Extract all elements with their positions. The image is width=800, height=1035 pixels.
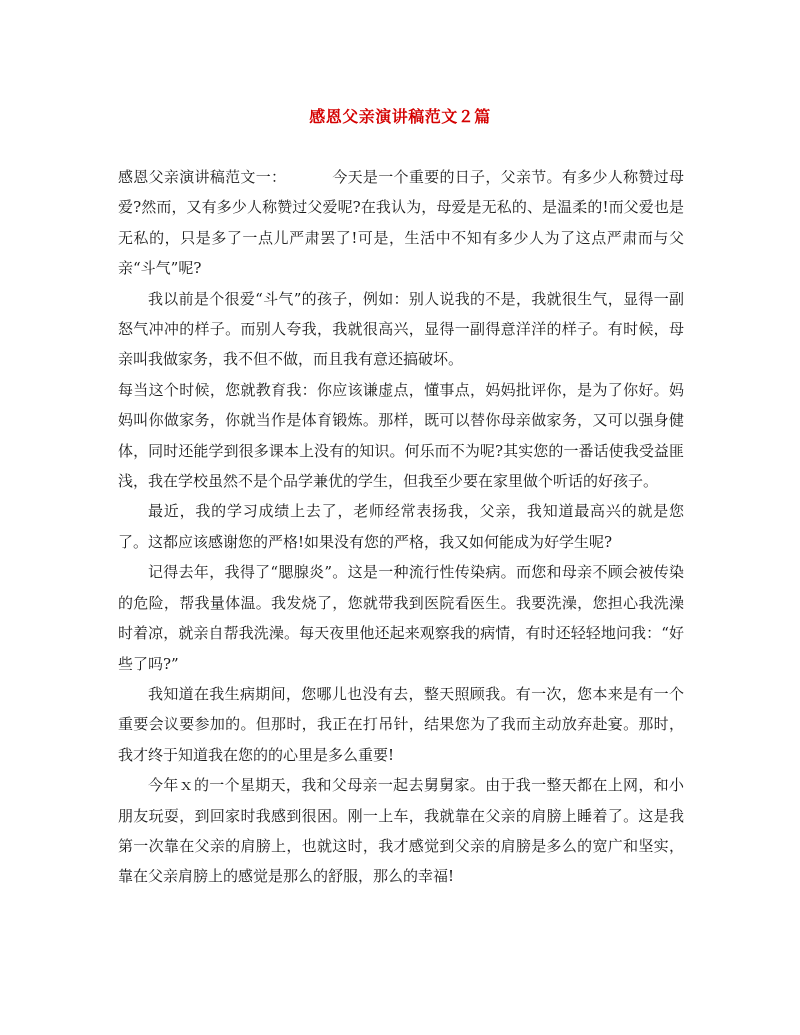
paragraph-6: 我知道在我生病期间，您哪儿也没有去，整天照顾我。有一次，您本来是有一个重要会议要参加的。但那时，我正在打吊针，结果您为了我而主动放弃赴宴。那时，我才终于知道我在您的的心里是多么重要! xyxy=(118,684,684,764)
paragraph-1-text: 今天是一个重要的日子，父亲节。有多少人称赞过母爱?然而，又有多少人称赞过父爱呢?在我认为，母爱是无私的、是温柔的!而父爱也是无私的，只是多了一点儿严肃罢了!可是，生活中不知有多少人为了这点严肃而与父亲“斗气”呢? xyxy=(118,168,684,278)
paragraph-1 xyxy=(118,162,684,284)
paragraph-2: 我以前是个很爱“斗气”的孩子，例如：别人说我的不是，我就很生气，显得一副怒气冲冲的样子。而别人夸我，我就很高兴，显得一副得意洋洋的样子。有时候，母亲叫我做家务，我不但不做，而且我有意还搞破坏。 xyxy=(118,289,684,369)
paragraph-3: 每当这个时候，您就教育我：你应该谦虚点，懂事点，妈妈批评你，是为了你好。妈妈叫你做家务，你就当作是体育锻炼。那样，既可以替你母亲做家务，又可以强身健体，同时还能学到很多课本上没有的知识。何乐而不为呢?其实您的一番话使我受益匪浅，我在学校虽然不是个品学兼优的学生，但我至少要在家里做个听话的好孩子。 xyxy=(118,380,684,491)
document-body xyxy=(118,162,684,892)
paragraph-5: 记得去年，我得了“腮腺炎”。这是一种流行性传染病。而您和母亲不顾会被传染的危险，帮我量体温。我发烧了，您就带我到医院看医生。我要洗澡，您担心我洗澡时着凉，就亲自帮我洗澡。每天夜里他还起来观察我的病情，有时还轻轻地问我：“好些了吗?” xyxy=(118,563,684,673)
paragraph-4: 最近，我的学习成绩上去了，老师经常表扬我，父亲，我知道最高兴的就是您了。这都应该感谢您的严格!如果没有您的严格，我又如何能成为好学生呢? xyxy=(118,502,684,551)
intro-label: 感恩父亲演讲稿范文一： xyxy=(118,168,287,186)
page-title: 感恩父亲演讲稿范文２篇 xyxy=(309,107,491,126)
paragraph-7: 今年ｘ的一个星期天，我和父母亲一起去舅舅家。由于我一整天都在上网，和小朋友玩耍，到回家时我感到很困。刚一上车，我就靠在父亲的肩膀上睡着了。这是我第一次靠在父亲的肩膀上，也就这时，我才感觉到父亲的肩膀是多么的宽广和坚实，靠在父亲肩膀上的感觉是那么的舒服，那么的幸福! xyxy=(118,776,684,886)
